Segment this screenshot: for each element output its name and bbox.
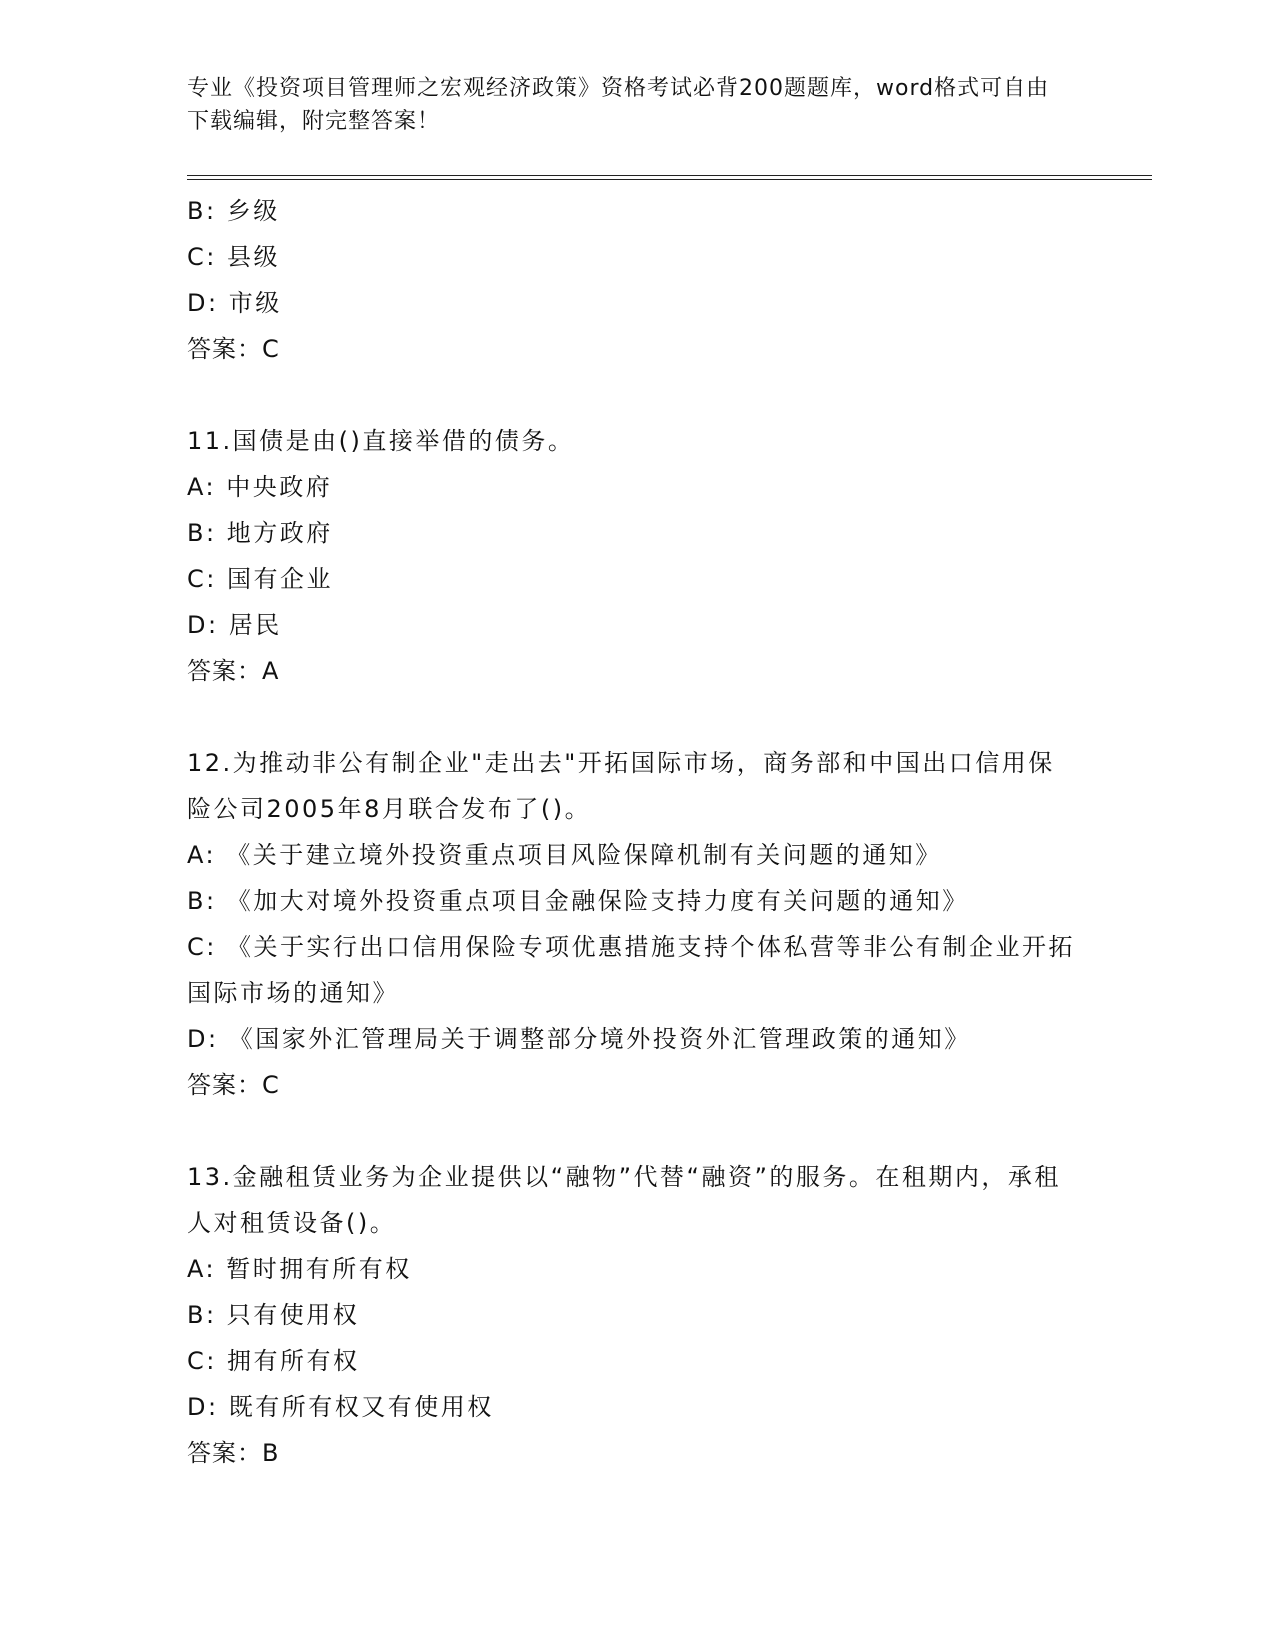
- answer-line: 答案：C: [187, 335, 280, 363]
- option-text: 《关于建立境外投资重点项目风险保障机制有关问题的通知》: [226, 841, 942, 869]
- option-d: [187, 1016, 1077, 1062]
- option-letter: C:: [187, 565, 217, 593]
- spacer: [187, 694, 1077, 740]
- option-text: 国有企业: [226, 565, 333, 593]
- question-block-11: [187, 418, 1077, 694]
- question-text: 11.国债是由()直接举借的债务。: [187, 427, 575, 455]
- option-d: [187, 1384, 1077, 1430]
- option-d: [187, 602, 1077, 648]
- option-text: 县级: [226, 243, 280, 271]
- option-text: 《国家外汇管理局关于调整部分境外投资外汇管理政策的通知》: [228, 1025, 971, 1053]
- spacer: [187, 372, 1077, 418]
- option-letter: A:: [187, 1255, 217, 1283]
- answer-line: 答案：A: [187, 657, 280, 685]
- answer-line: 答案：C: [187, 1071, 280, 1099]
- option-letter: A:: [187, 473, 217, 501]
- option-letter: D:: [187, 611, 219, 639]
- option-letter: B:: [187, 887, 217, 915]
- option-text: 拥有所有权: [226, 1347, 360, 1375]
- option-letter: C:: [187, 933, 217, 961]
- option-d: [187, 280, 1077, 326]
- header-divider: [187, 175, 1152, 180]
- page-header: 专业《投资项目管理师之宏观经济政策》资格考试必背200题题库，word格式可自由下载编辑，附完整答案！: [187, 76, 1050, 134]
- option-b: [187, 878, 1077, 924]
- option-letter: C:: [187, 1347, 217, 1375]
- option-b: [187, 1292, 1077, 1338]
- question-text: 13.金融租赁业务为企业提供以“融物”代替“融资”的服务。在租期内，承租人对租赁设备()。: [187, 1163, 1061, 1237]
- option-text: 《加大对境外投资重点项目金融保险支持力度有关问题的通知》: [226, 887, 969, 915]
- spacer: [187, 1108, 1077, 1154]
- option-a: [187, 832, 1077, 878]
- option-text: 只有使用权: [226, 1301, 360, 1329]
- option-letter: B:: [187, 519, 217, 547]
- option-c: [187, 556, 1077, 602]
- option-letter: D:: [187, 1393, 219, 1421]
- option-text: 中央政府: [226, 473, 333, 501]
- option-letter: B:: [187, 1301, 217, 1329]
- option-text: 既有所有权又有使用权: [228, 1393, 494, 1421]
- option-c: [187, 924, 1077, 1016]
- option-c: [187, 1338, 1077, 1384]
- option-letter: D:: [187, 289, 219, 317]
- question-block-12: [187, 740, 1077, 1108]
- option-text: 居民: [228, 611, 282, 639]
- question-list: [187, 188, 1077, 1476]
- option-b: [187, 510, 1077, 556]
- option-a: [187, 464, 1077, 510]
- option-text: 《关于实行出口信用保险专项优惠措施支持个体私营等非公有制企业开拓国际市场的通知》: [187, 933, 1075, 1007]
- option-letter: B:: [187, 197, 217, 225]
- option-a: [187, 1246, 1077, 1292]
- option-text: 市级: [228, 289, 282, 317]
- option-letter: D:: [187, 1025, 219, 1053]
- option-letter: C:: [187, 243, 217, 271]
- option-text: 地方政府: [226, 519, 333, 547]
- option-text: 暂时拥有所有权: [226, 1255, 412, 1283]
- option-text: 乡级: [226, 197, 280, 225]
- question-block-partial: [187, 188, 1077, 372]
- question-block-13: [187, 1154, 1077, 1476]
- answer-line: 答案：B: [187, 1439, 280, 1467]
- question-text: 12.为推动非公有制企业"走出去"开拓国际市场，商务部和中国出口信用保险公司2005年8月联合发布了()。: [187, 749, 1055, 823]
- option-b: [187, 188, 1077, 234]
- option-letter: A:: [187, 841, 217, 869]
- option-c: [187, 234, 1077, 280]
